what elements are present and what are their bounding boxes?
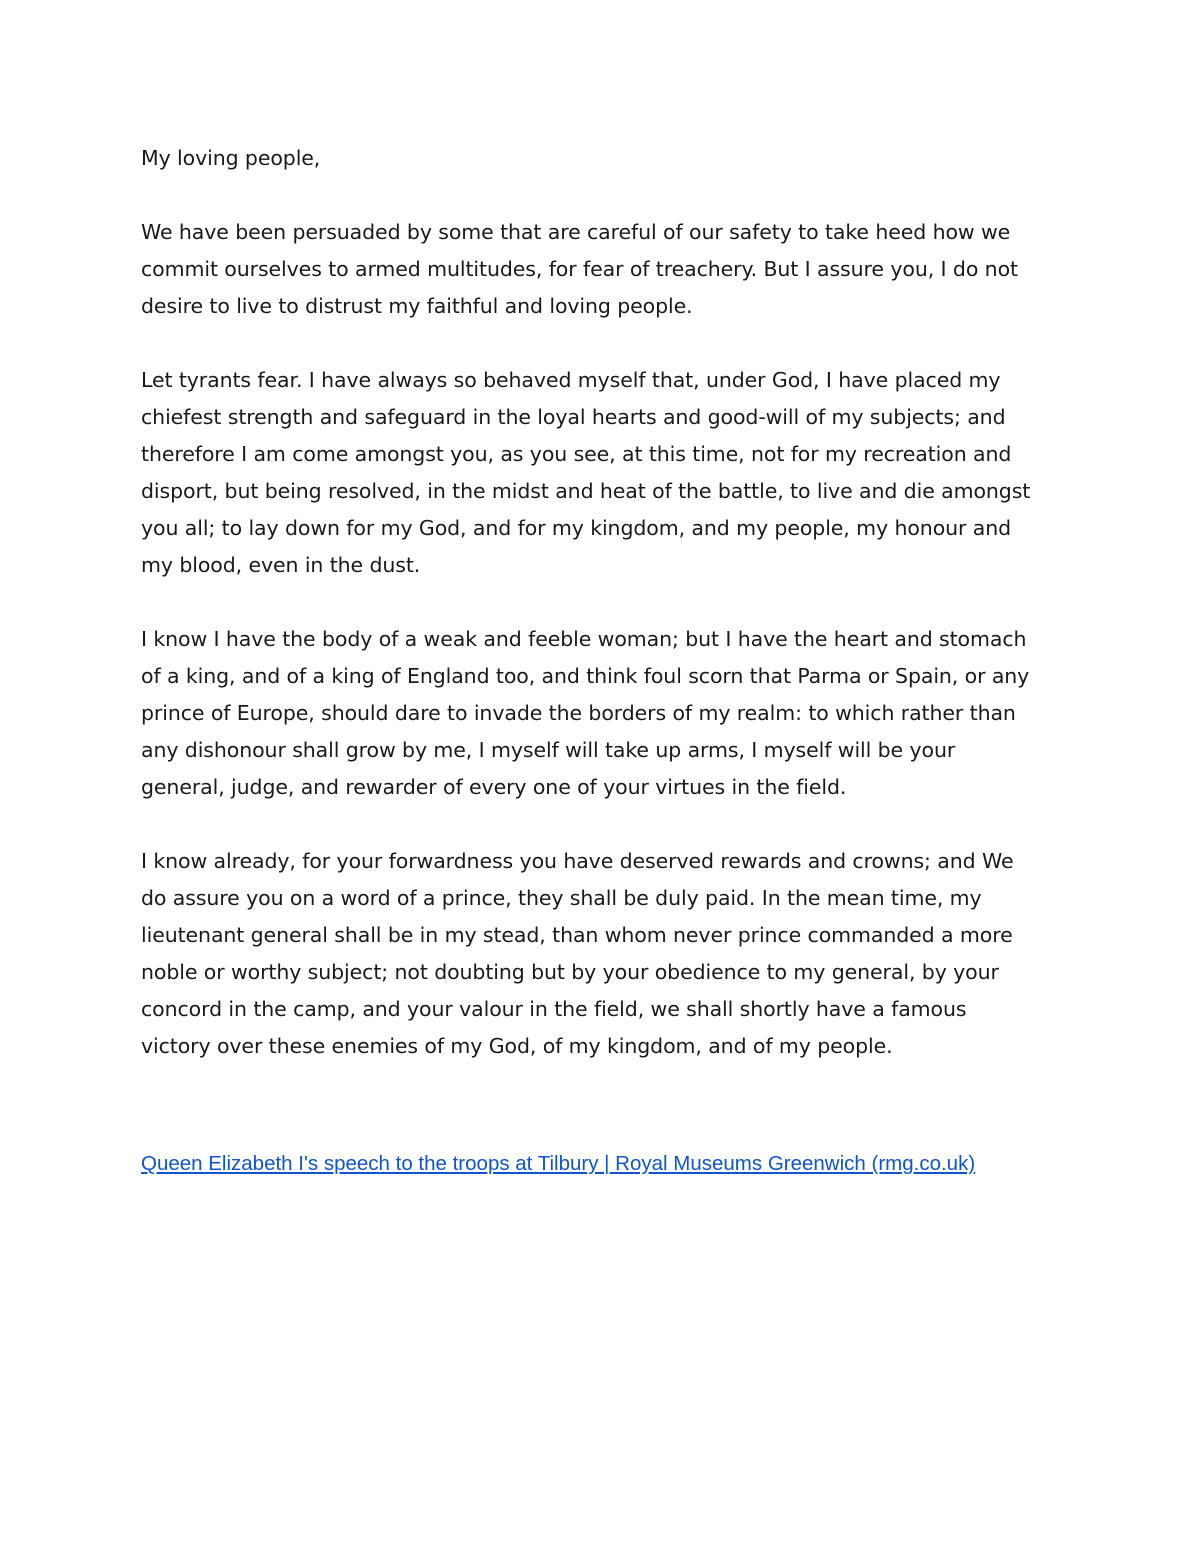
source-link[interactable]: Queen Elizabeth I's speech to the troops at Tilbury | Royal Museums Greenwich (rmg.co.uk) (141, 1152, 976, 1175)
salutation (141, 140, 1066, 177)
paragraph-line: desire to live to distrust my faithful and loving people. (141, 294, 693, 318)
paragraph-line: concord in the camp, and your valour in the field, we shall shortly have a famous (141, 997, 967, 1021)
paragraph-line: chiefest strength and safeguard in the loyal hearts and good-will of my subjects; and (141, 405, 1006, 429)
paragraph-line: do assure you on a word of a prince, they shall be duly paid. In the mean time, my (141, 886, 982, 910)
paragraph-line: any dishonour shall grow by me, I myself will take up arms, I myself will be your (141, 738, 956, 762)
paragraph-line: of a king, and of a king of England too, and think foul scorn that Parma or Spain, or any (141, 664, 1030, 688)
paragraph-line: my blood, even in the dust. (141, 553, 421, 577)
paragraph-2 (141, 362, 1066, 584)
paragraph-line: victory over these enemies of my God, of my kingdom, and of my people. (141, 1034, 893, 1058)
paragraph-1 (141, 214, 1066, 325)
paragraph-line: commit ourselves to armed multitudes, for fear of treachery. But I assure you, I do not (141, 257, 1018, 281)
paragraph-line: noble or worthy subject; not doubting but by your obedience to my general, by your (141, 960, 999, 984)
paragraph-4 (141, 843, 1066, 1065)
paragraph-line: prince of Europe, should dare to invade the borders of my realm: to which rather than (141, 701, 1016, 725)
paragraph-line: therefore I am come amongst you, as you see, at this time, not for my recreation and (141, 442, 1012, 466)
paragraph-line: you all; to lay down for my God, and for my kingdom, and my people, my honour and (141, 516, 1012, 540)
salutation-text: My loving people, (141, 146, 321, 170)
paragraph-line: disport, but being resolved, in the midst and heat of the battle, to live and die amongst (141, 479, 1031, 503)
paragraph-line: Let tyrants fear. I have always so behaved myself that, under God, I have placed my (141, 368, 1001, 392)
speech-body (141, 140, 1066, 1102)
paragraph-line: lieutenant general shall be in my stead, than whom never prince commanded a more (141, 923, 1013, 947)
paragraph-line: I know I have the body of a weak and feeble woman; but I have the heart and stomach (141, 627, 1027, 651)
paragraph-3 (141, 621, 1066, 806)
paragraph-line: I know already, for your forwardness you have deserved rewards and crowns; and We (141, 849, 1014, 873)
paragraph-line: general, judge, and rewarder of every one of your virtues in the field. (141, 775, 847, 799)
paragraph-line: We have been persuaded by some that are careful of our safety to take heed how we (141, 220, 1011, 244)
